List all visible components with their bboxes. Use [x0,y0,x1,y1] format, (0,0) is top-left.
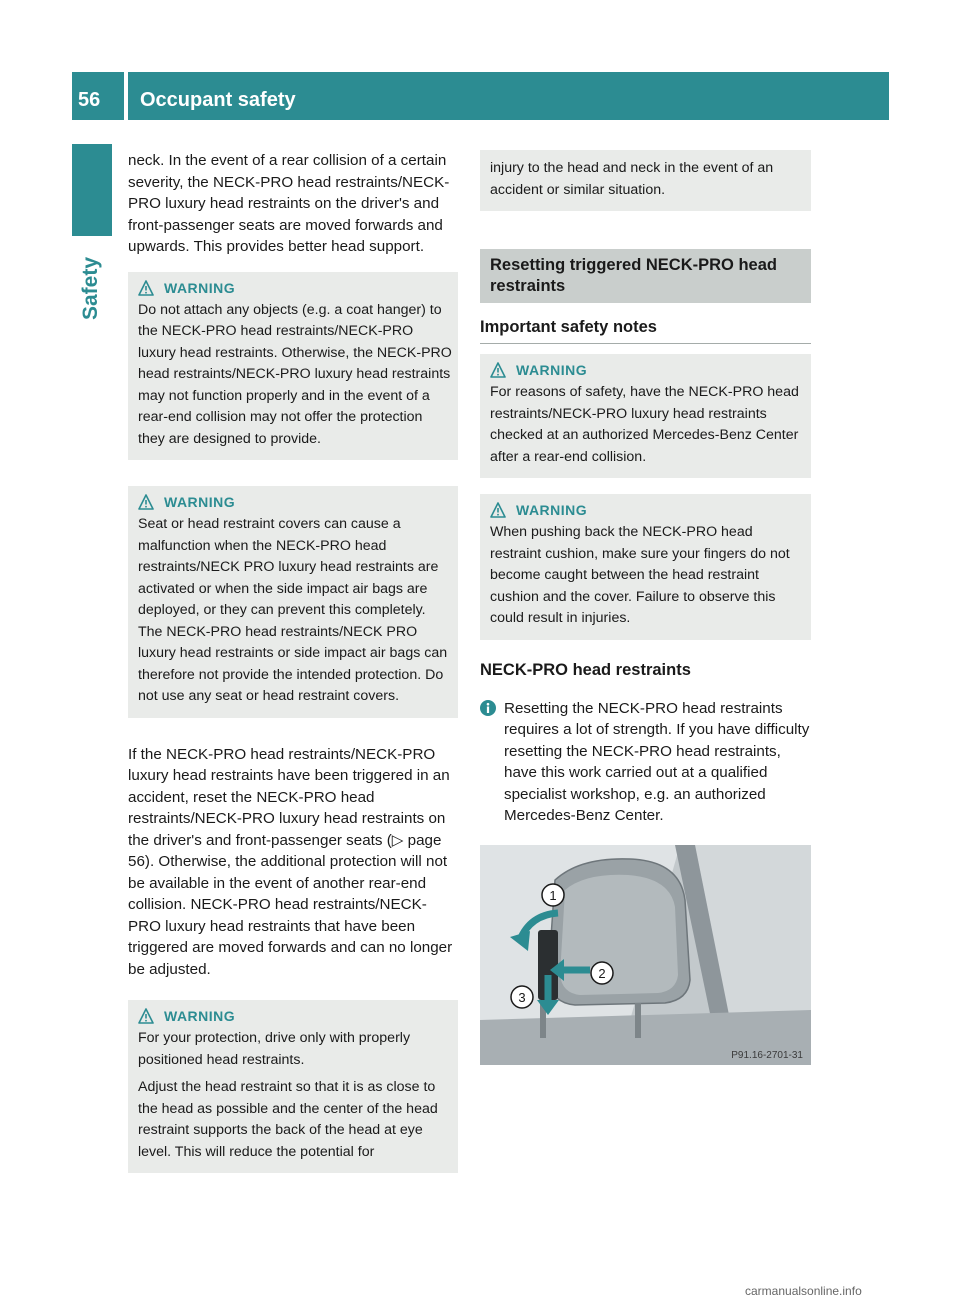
warning-text: For reasons of safety, have the NECK-PRO head restraints/NECK-PRO luxury head restraints checked at an authorized Mercedes-Benz Center after a rear-end collision. [490,384,799,465]
warning-box-1 [128,272,458,461]
header-separator [124,72,128,120]
warning-continued-text: injury to the head and neck in the event of an accident or similar situation. [490,160,774,198]
warning-text: Seat or head restraint covers can cause a malfunction when the NECK-PRO head restraints/NECK PRO luxury head restraints are activated or when the side impact air bags are deployed, or they can prevent this completely. The NECK-PRO head restraints/NECK PRO luxury head restraints or side impact air bags can therefore not provide the intended protection. Do not use any seat or head restraint covers. [138,516,448,704]
warning-text-2: Adjust the head restraint so that it is as close to the head as possible and the center of the head restraint supports the back of the head at eye level. This will reduce the potential for [138,1079,438,1160]
page-number: 56 [78,89,101,111]
intro-paragraph: neck. In the event of a rear collision of a certain severity, the NECK-PRO head restraints/NECK-PRO luxury head restraints on the driver's and front-passenger seats are moved forwards and upwards. This provides better head support. [128,152,450,255]
warning-title: WARNING [164,494,236,510]
side-tab-block [72,144,112,236]
info-icon [480,700,496,716]
side-label-text: Safety [79,256,102,320]
warning-text: Do not attach any objects (e.g. a coat hanger) to the NECK-PRO head restraints/NECK-PRO luxury head restraints. Otherwise, the NECK-PRO head restraints/NECK-PRO luxury head restraints may not function properly and in the event of a rear-end collision may not offer the protection they are designed to provide. [138,301,452,447]
warning-box-4 [480,354,811,478]
head-restraint-figure [480,845,811,1065]
warning-title: WARNING [516,502,588,518]
subheading-neck-pro: NECK-PRO head restraints [480,660,691,679]
info-text: Resetting the NECK-PRO head restraints requires a lot of strength. If you have difficulty resetting the NECK-PRO head restraints, have this work carried out at a qualified specialist workshop, e.g. an authorized Mercedes-Benz Center. [504,699,810,824]
info-note [480,698,811,827]
right-column [480,150,811,1065]
section-band [480,249,811,303]
warning-text: When pushing back the NECK-PRO head restraint cushion, make sure your fingers do not become caught between the head restraint cushion and the cover. Failure to observe this could result in injuries. [490,524,790,626]
warning-triangle-icon [138,280,154,296]
subheading-safety-notes: Important safety notes [480,317,811,344]
warning-box-3 [128,1000,458,1173]
reset-paragraph: If the NECK-PRO head restraints/NECK-PRO luxury head restraints have been triggered in an accident, reset the NECK-PRO head restraints/NECK-PRO luxury head restraints on the driver's and front-passenger seats (▷ page 56). Otherwise, the additional protection will not be available in the event of another rear-end collision. NECK-PRO head restraints/NECK-PRO luxury head restraints that have been triggered are moved forwards and can no longer be adjusted. [128,745,453,978]
footer-watermark-text: carmanualsonline.info [745,1284,862,1298]
warning-triangle-icon [490,362,506,378]
section-title: Occupant safety [140,89,296,111]
warning-continued [480,150,811,211]
warning-triangle-icon [138,494,154,510]
warning-title: WARNING [164,279,236,296]
warning-triangle-icon [138,1008,154,1024]
callout-3: 3 [518,989,526,1005]
callout-2: 2 [598,965,606,981]
callout-1: 1 [549,887,557,903]
warning-triangle-icon [490,502,506,518]
warning-text-1: For your protection, drive only with properly positioned head restraints. [138,1030,411,1068]
head-restraint-illustration [480,845,811,1065]
band-title: Resetting triggered NECK-PRO head restraints [490,256,777,295]
warning-box-2 [128,486,458,718]
figure-code: P91.16-2701-31 [731,1049,803,1061]
left-column [128,150,458,1199]
warning-title: WARNING [516,362,588,378]
warning-title: WARNING [164,1008,236,1024]
warning-box-5 [480,494,811,640]
